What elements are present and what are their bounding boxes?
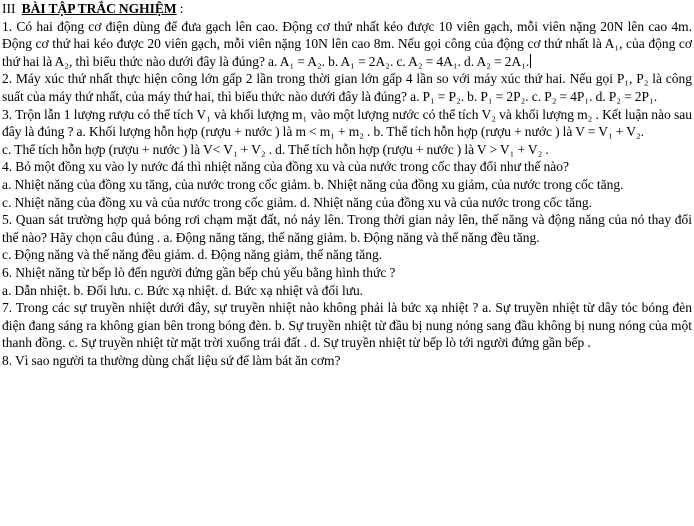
question-5: 5. Quan sát trường hợp quả bóng rơi chạm mặt đất, nó nảy lên. Trong thời gian nảy lên, thế năng và động năng của nó thay đổi thế nào? Hãy chọn câu đúng . a. Động năng tăng, thế năng giảm. b. Động năng và thế năng đều tăng. bbox=[2, 212, 692, 245]
question-4-options-ab: a. Nhiệt năng của đồng xu tăng, của nước trong cốc giảm. b. Nhiệt năng của đồng xu giảm, của nước trong cốc tăng. bbox=[2, 176, 624, 192]
question-1 bbox=[2, 18, 692, 71]
question-2: 2. Máy xúc thứ nhất thực hiện công lớn gấp 2 lần trong thời gian lớn gấp 4 lần so với máy xúc thứ hai. Nếu gọi P₁, P₂ là công suất của máy thứ nhất, của máy thứ hai, thì biểu thức nào dưới đây là đúng? a. P₁ = P₂. b. P₁ = 2P₂. c. P₂ = 4P₁. d. P₂ = 2P₁. bbox=[2, 71, 692, 104]
question-8: 8. Vì sao người ta thường dùng chất liệu sứ để làm bát ăn cơm? bbox=[2, 352, 341, 368]
question-1-text: 1. Có hai động cơ điện dùng để đưa gạch lên cao. Động cơ thứ nhất kéo được 10 viên gạch, mỗi viên nặng 20N lên cao 4m. Động cơ thứ hai kéo được 20 viên gạch, mỗi viên nặng 10N lên cao 8m. Nếu gọi công của động cơ thứ nhất là A₁, của động cơ thứ hai là A₂, thì biểu thức nào dưới đây là đúng? a. A₁ = A₂. b. A₁ = 2A₂. c. A₂ = 4A₁. d. A₂ = 2A₁. bbox=[2, 18, 692, 69]
text-cursor bbox=[530, 54, 531, 68]
section-colon: : bbox=[176, 1, 184, 16]
question-4-options-cd: c. Nhiệt năng của đồng xu và của nước trong cốc giảm. d. Nhiệt năng của đồng xu và của nước trong cốc tăng. bbox=[2, 194, 592, 210]
question-4: 4. Bỏ một đồng xu vào ly nước đá thì nhiệt năng của đồng xu và của nước trong cốc thay đổi như thế nào? bbox=[2, 159, 570, 175]
section-number: III bbox=[2, 1, 16, 16]
question-6-options: a. Dẫn nhiệt. b. Đối lưu. c. Bức xạ nhiệt. d. Bức xạ nhiệt và đối lưu. bbox=[2, 282, 364, 298]
section-heading: BÀI TẬP TRẮC NGHIỆM bbox=[21, 1, 177, 16]
question-7: 7. Trong các sự truyền nhiệt dưới đây, sự truyền nhiệt nào không phải là bức xạ nhiệt ? a. Sự truyền nhiệt từ dây tóc bóng đèn điện đang sáng ra không gian bên trong bóng đèn. b. Sự truyền nhiệt từ đầu bị nung nóng sang đầu không bị nung nóng của một thanh đồng. c. Sự truyền nhiệt từ mặt trời xuống trái đất . d. Sự truyền nhiệt từ bếp lò tới người đứng gần bếp . bbox=[2, 300, 692, 351]
question-6: 6. Nhiệt năng từ bếp lò đến người đứng gần bếp chủ yếu bằng hình thức ? bbox=[2, 264, 396, 280]
question-3-options: c. Thể tích hỗn hợp (rượu + nước ) là V< V₁ + V₂ . d. Thể tích hỗn hợp (rượu + nước ) là V > V₁ + V₂ . bbox=[2, 141, 549, 157]
question-5-options: c. Động năng và thế năng đều giảm. d. Động năng giảm, thế năng tăng. bbox=[2, 247, 383, 263]
section-title bbox=[2, 0, 692, 18]
question-3: 3. Trộn lẫn 1 lượng rượu có thể tích V₁ và khối lượng m₁ vào một lượng nước có thể tích V₂ và khối lượng m₂ . Kết luận nào sau đây là đúng ? a. Khối lượng hỗn hợp (rượu + nước ) là m < m₁ + m₂ . b. Thể tích hỗn hợp (rượu + nước ) là V = V₁ + V₂. bbox=[2, 106, 692, 140]
